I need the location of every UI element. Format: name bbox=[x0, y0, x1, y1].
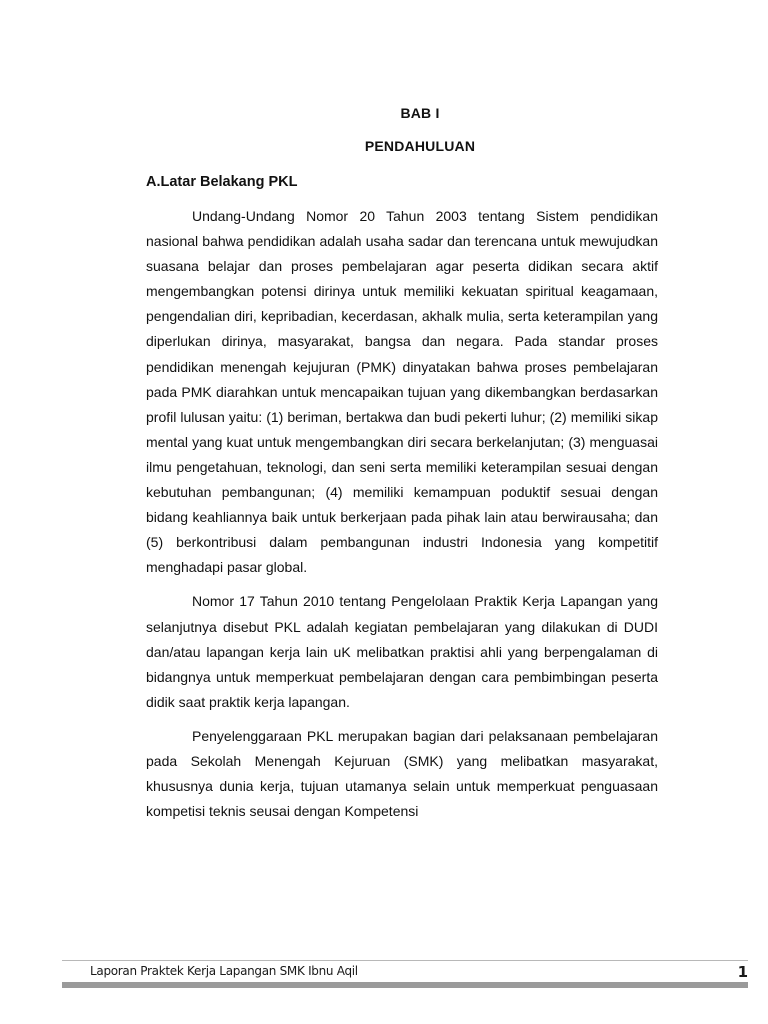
page-number: 1 bbox=[737, 963, 748, 981]
paragraph-2: Nomor 17 Tahun 2010 tentang Pengelolaan Praktik Kerja Lapangan yang selanjutnya disebut PKL adalah kegiatan pembelajaran yang dilakukan di DUDI dan/atau lapangan kerja lain uK melibatkan praktisi ahli yang berpengalaman di bidangnya untuk memperkuat pembelajaran dengan cara pembimbingan peserta didik saat praktik kerja lapangan. bbox=[146, 593, 658, 710]
footer-bar bbox=[62, 982, 748, 988]
body-text bbox=[146, 204, 658, 833]
paragraph-3: Penyelenggaraan PKL merupakan bagian dari pelaksanaan pembelajaran pada Sekolah Menengah Kejuruan (SMK) yang melibatkan masyarakat, khususnya dunia kerja, tujuan utamanya selain untuk memperkuat penguasaan kompetisi teknis seusai dengan Kompetensi bbox=[146, 727, 658, 820]
footer-title: Laporan Praktek Kerja Lapangan SMK Ibnu Aqil bbox=[90, 964, 358, 978]
chapter-title: PENDAHULUAN bbox=[364, 138, 476, 154]
section-heading: A.Latar Belakang PKL bbox=[146, 174, 298, 190]
footer-divider bbox=[62, 960, 748, 961]
chapter-number: BAB I bbox=[400, 105, 440, 121]
paragraph-1: Undang-Undang Nomor 20 Tahun 2003 tentang Sistem pendidikan nasional bahwa pendidikan adalah usaha sadar dan terencana untuk mewujudkan suasana belajar dan proses pembelajaran agar peserta didikan secara aktif mengembangkan potensi dirinya untuk memiliki kekuatan spiritual keagamaan, pengendalian diri, kepribadian, kecerdasan, akhalk mulia, serta keterampilan yang diperlukan dirinya, masyarakat, bangsa dan negara. Pada standar proses pendidikan menengah kejujuran (PMK) dinyatakan bahwa proses pembelajaran pada PMK diarahkan untuk mencapaikan tujuan yang dikembangkan berdasarkan profil lulusan yaitu: (1) beriman, bertakwa dan budi pekerti luhur; (2) memiliki sikap mental yang kuat untuk mengembangkan diri secara berkelanjutan; (3) menguasai ilmu pengetahuan, teknologi, dan seni serta memiliki keterampilan sesuai dengan kebutuhan pembangunan; (4) memiliki kemampuan poduktif sesuai dengan bidang keahliannya baik untuk berkerjaan pada pihak lain atau berwirausaha; dan (5) berkontribusi dalam pembangunan industri Indonesia yang kompetitif menghadapi pasar global. bbox=[146, 208, 658, 576]
